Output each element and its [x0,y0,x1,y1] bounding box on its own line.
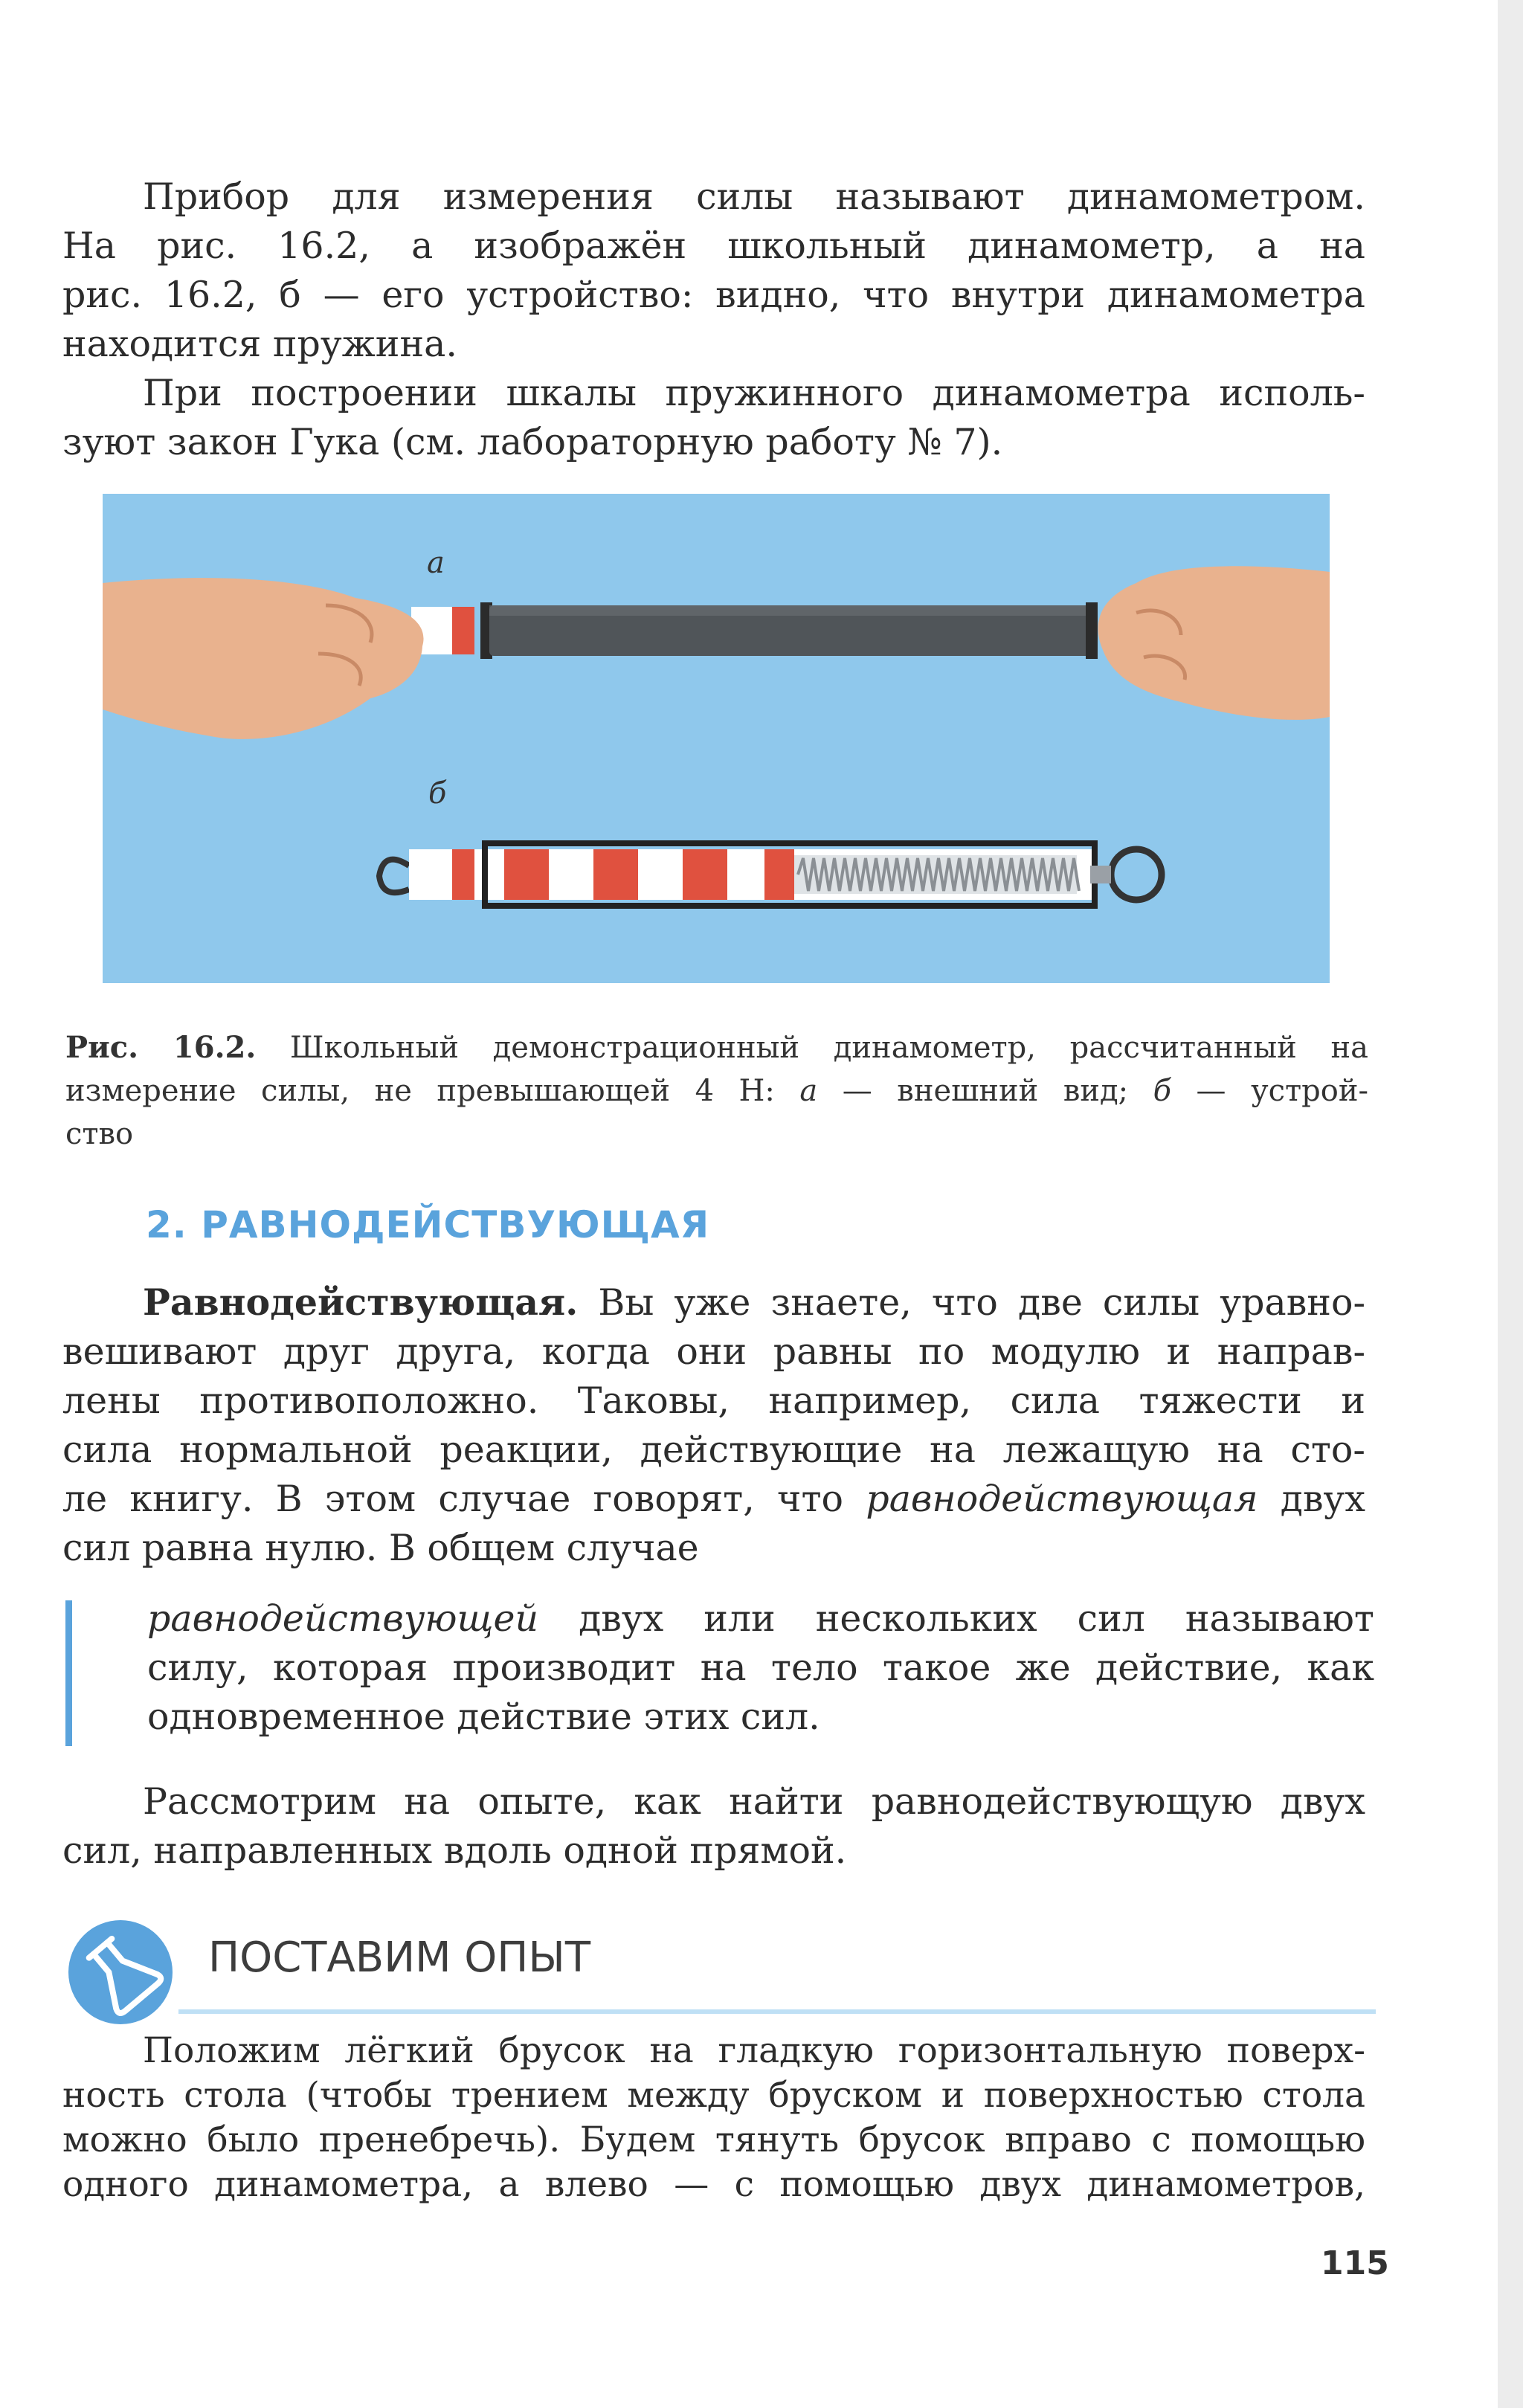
flask-icon [68,1920,173,2024]
text-line: одного динамометра, а влево — с помощью двух динамометров, [62,2164,1365,2205]
definition-bar [65,1600,72,1746]
paragraph-experiment [62,2029,1365,2207]
paragraph-dynamometer-intro [62,173,1365,369]
caption-label: Рис. 16.2. [65,1030,257,1065]
text-line: вешивают друг друга, когда они равны по модулю и направ- [62,1330,1365,1373]
text-fragment: двух [1258,1478,1365,1520]
caption-text: — устрой- [1171,1074,1368,1108]
figure-label-b: б [428,776,447,811]
dynamometer-interior [379,843,1162,906]
caption-text: ство [65,1117,134,1151]
figure-dynamometer [103,494,1330,983]
text-line: сил равна нулю. В общем случае [62,1527,699,1569]
page-number: 115 [1321,2244,1389,2282]
term-italic: равнодействующая [866,1478,1258,1520]
caption-letter-b: б [1153,1074,1172,1108]
dynamometer-exterior [373,602,1158,660]
text-line: силу, которая производит на тело такое же действие, как [147,1646,1374,1689]
figure-caption [65,1026,1368,1156]
caption-text: — внешний вид; [817,1074,1153,1108]
text-line: При построении шкалы пружинного динамометра исполь- [143,372,1365,414]
text-line: сил, направленных вдоль одной прямой. [62,1829,847,1872]
text-line: одновременное действие этих сил. [147,1696,820,1738]
text-line: сила нормальной реакции, действующие на лежащую на сто- [62,1429,1365,1471]
text-line: ность стола (чтобы трением между бруском и поверхностью стола [62,2075,1365,2116]
text-line: зуют закон Гука (см. лабораторную работу № 7). [62,421,1003,463]
text-line: На рис. 16.2, а изображён школьный динамометр, а на [62,225,1365,267]
text-line: Положим лёгкий брусок на гладкую горизонтальную поверх- [143,2030,1365,2071]
text-line: находится пружина. [62,323,457,365]
definition-block [147,1594,1374,1742]
right-hand [1098,566,1330,720]
page-edge [1498,0,1523,2408]
text-fragment: ле книгу. В этом случае говорят, что [62,1478,866,1520]
text-line: рис. 16.2, б — его устройство: видно, что внутри динамометра [62,274,1365,316]
term-italic: равнодействующей [147,1597,539,1640]
term-lead: Равнодействующая. [143,1281,579,1324]
section-heading: 2. РАВНОДЕЙСТВУЮЩАЯ [146,1203,710,1246]
text-line: Прибор для измерения силы называют динамометром. [143,176,1365,218]
caption-text: измерение силы, не превышающей 4 Н: [65,1074,800,1108]
text-line: Рассмотрим на опыте, как найти равнодействующую двух [143,1780,1365,1823]
caption-letter-a: а [799,1074,818,1108]
paragraph-consider-experiment [62,1777,1365,1876]
paragraph-resultant [62,1278,1365,1573]
paragraph-hooke-law [62,369,1365,467]
text-fragment: двух или нескольких сил называют [538,1597,1374,1640]
text-line: лены противоположно. Таковы, например, сила тяжести и [62,1380,1365,1422]
experiment-heading: ПОСТАВИМ ОПЫТ [208,1934,591,1982]
caption-text: Школьный демонстрационный динамометр, рассчитанный на [256,1031,1368,1065]
text-fragment: Вы уже знаете, что две силы уравно- [578,1281,1365,1324]
text-line: можно было пренебречь). Будем тянуть брусок вправо с помощью [62,2119,1365,2160]
experiment-rule [178,2009,1376,2014]
figure-label-a: а [427,546,445,580]
figure-illustration [103,494,1330,983]
left-hand [103,578,424,739]
